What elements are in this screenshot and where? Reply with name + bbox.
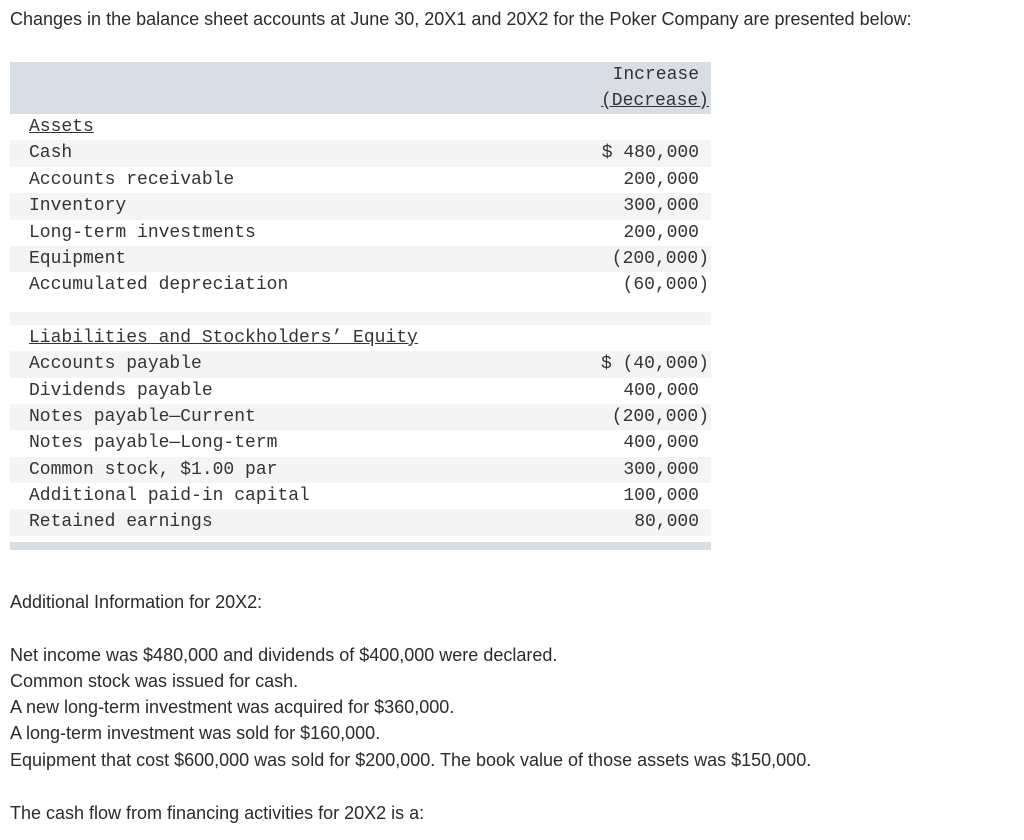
row-value: $ 480,000: [601, 143, 699, 164]
header-increase: Increase: [612, 65, 699, 85]
row-label: Common stock, $1.00 par: [29, 459, 278, 480]
table-row: [10, 457, 711, 483]
info-line: A long-term investment was sold for $160,000.: [10, 723, 381, 743]
row-label: Long-term investments: [29, 222, 256, 243]
table-row: [10, 246, 711, 272]
table-footer-bar: [10, 542, 711, 550]
question-text: The cash flow from financing activities for 20X2 is a:: [10, 803, 425, 823]
table-row: [10, 193, 711, 219]
row-label: Accounts receivable: [29, 169, 235, 190]
row-value: 200,000: [623, 169, 699, 190]
row-label: Equipment: [29, 248, 127, 269]
table-header: [10, 62, 711, 114]
row-value: (200,000): [611, 406, 709, 427]
row-label: Notes payable—Current: [29, 406, 256, 427]
table-row: [10, 351, 711, 377]
row-value: 300,000: [623, 196, 699, 217]
row-value: (200,000): [611, 248, 709, 269]
row-value: 80,000: [634, 512, 699, 533]
row-label: Dividends payable: [29, 380, 213, 401]
info-line: Equipment that cost $600,000 was sold for $200,000. The book value of those assets was $150,000.: [10, 750, 812, 770]
assets-heading-row: [10, 114, 711, 140]
row-value: $ (40,000): [600, 354, 709, 375]
balance-sheet-changes-table: [10, 62, 711, 550]
info-line: A new long-term investment was acquired for $360,000.: [10, 697, 455, 717]
table-spacer: [10, 299, 711, 312]
table-row: [10, 272, 711, 298]
row-label: Notes payable—Long-term: [29, 433, 278, 454]
info-line: Net income was $480,000 and dividends of $400,000 were declared.: [10, 645, 558, 665]
liabilities-heading: Liabilities and Stockholders’ Equity: [29, 327, 418, 348]
additional-info-heading: Additional Information for 20X2:: [10, 592, 263, 612]
table-row: [10, 509, 711, 535]
assets-heading: Assets: [29, 117, 94, 137]
table-row: [10, 378, 711, 404]
row-value: 400,000: [623, 380, 699, 401]
row-value: 100,000: [623, 486, 699, 507]
table-row: [10, 404, 711, 430]
info-line: Common stock was issued for cash.: [10, 671, 299, 691]
table-row: [10, 483, 711, 509]
row-value: 400,000: [623, 433, 699, 454]
table-row: [10, 220, 711, 246]
row-value: 200,000: [623, 222, 699, 243]
row-label: Additional paid-in capital: [29, 486, 310, 507]
row-label: Accounts payable: [29, 354, 202, 375]
table-row: [10, 140, 711, 166]
table-row: [10, 167, 711, 193]
header-decrease: (Decrease): [600, 91, 709, 111]
row-label: Inventory: [29, 196, 127, 217]
intro-text: Changes in the balance sheet accounts at June 30, 20X1 and 20X2 for the Poker Company are presented below:: [10, 9, 912, 29]
table-row: [10, 430, 711, 456]
row-value: (60,000): [622, 275, 709, 296]
row-label: Retained earnings: [29, 512, 213, 533]
table-spacer-shaded: [10, 312, 711, 325]
row-label: Cash: [29, 143, 73, 164]
row-label: Accumulated depreciation: [29, 275, 289, 296]
row-value: 300,000: [623, 459, 699, 480]
liabilities-heading-row: [10, 325, 711, 351]
